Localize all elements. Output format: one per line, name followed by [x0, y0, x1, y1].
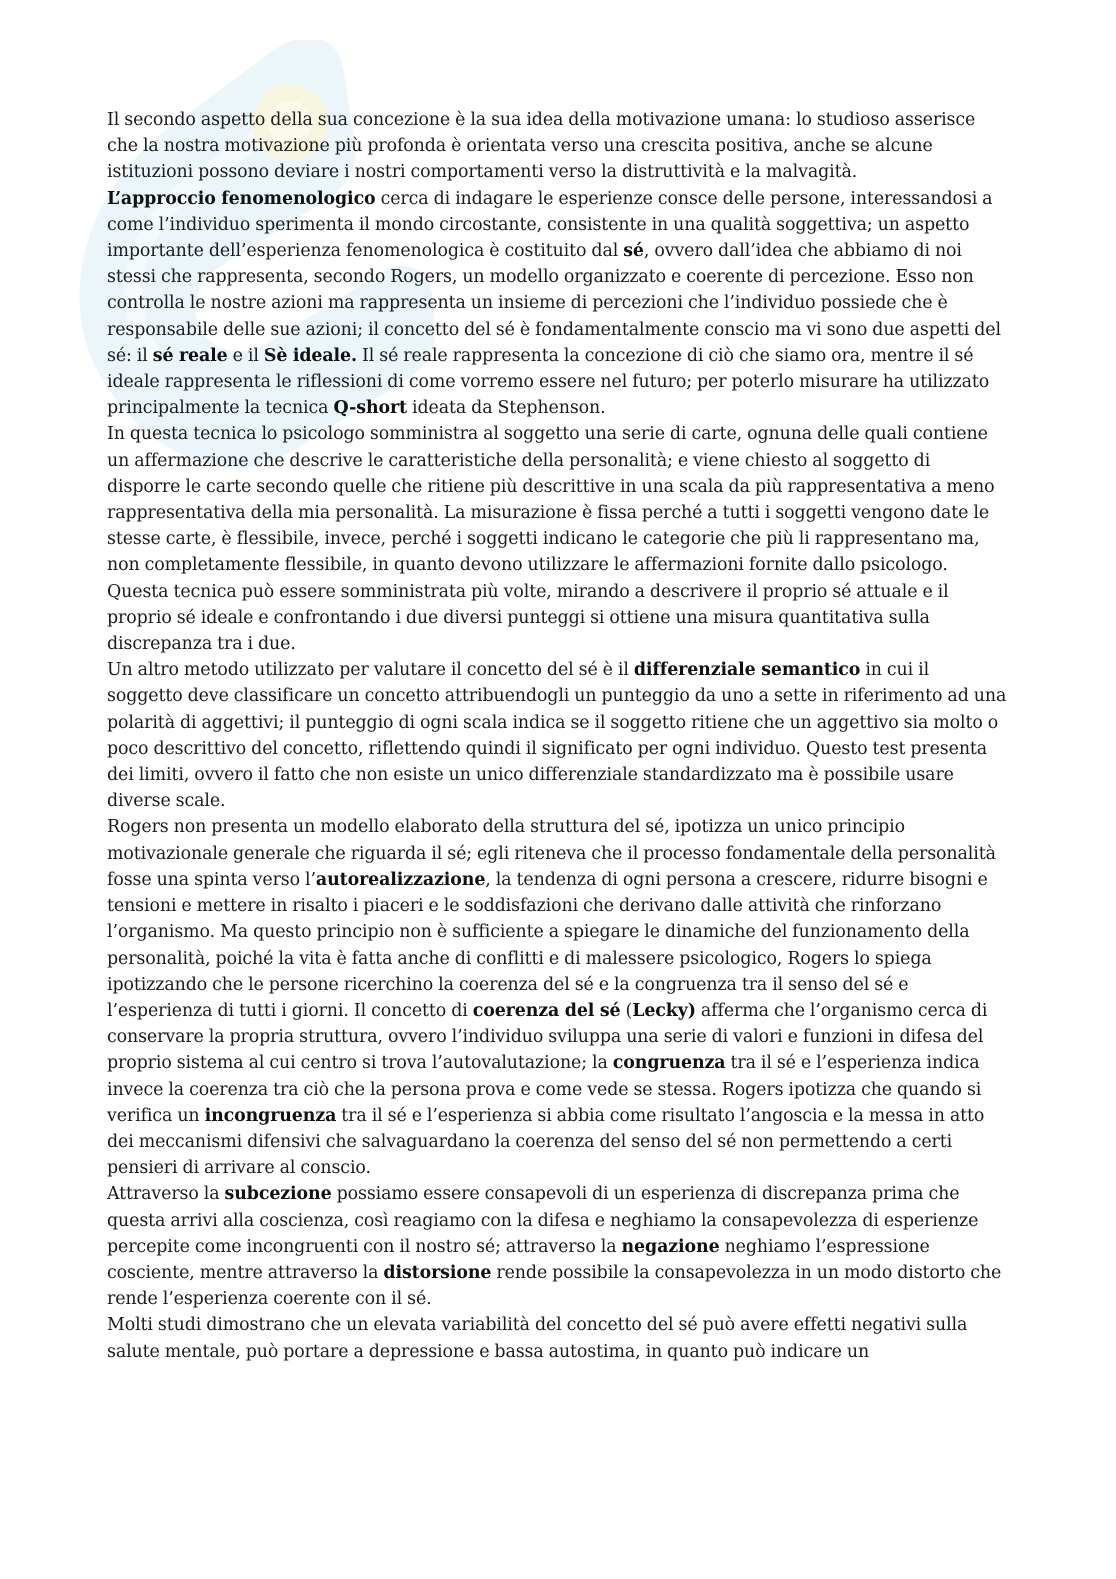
text-run: Rogers non presenta un modello elaborato della struttura del sé, ipotizza un unico principio motivazionale generale che riguarda il sé; egli riteneva che il processo fondamentale della personalità fosse una spinta verso l’ [107, 817, 996, 890]
bold-term: autorealizzazione [315, 869, 486, 890]
bold-term: Sè ideale. [263, 345, 357, 366]
text-run: , ovvero dall’idea che abbiamo di noi stessi che rappresenta, secondo Rogers, un modello organizzato e coerente di percezione. Esso non controlla le nostre azioni ma rappresenta un insieme di percezioni che l’individuo possiede che è responsabile delle sue azioni; il concetto del sé è fondamentalmente conscio ma vi sono due aspetti del sé: il [107, 241, 1001, 366]
text-run: Un altro metodo utilizzato per valutare il concetto del sé è il [107, 660, 634, 681]
text-run: Attraverso la [107, 1184, 225, 1205]
paragraph [107, 1312, 1007, 1364]
paragraph [107, 657, 1007, 814]
bold-term: incongruenza [204, 1105, 337, 1126]
text-run: tra il sé e l’esperienza indica invece la coerenza tra ciò che la persona prova e come vede se stessa. Rogers ipotizza che quando si verifica un [107, 1053, 982, 1126]
text-run: afferma che l’organismo cerca di conservare la propria struttura, ovvero l’individuo sviluppa una serie di valori e funzioni in difesa del proprio sistema al cui centro si trova l’autovalutazione; la [107, 1000, 988, 1074]
text-run: ( [620, 1000, 633, 1021]
text-run: In questa tecnica lo psicologo somministra al soggetto una serie di carte, ognuna delle quali contiene un affermazione che descrive le caratteristiche della personalità; e viene chiesto al soggetto di disporre le carte secondo quelle che ritiene più descrittive in una scala da più rappresentativa a meno rappresentativa della mia personalità. La misurazione è fissa perché a tutti i soggetti vengono date le stesse carte, è flessibile, invece, perché i soggetti indicano le categorie che più li rappresentano ma, non completamente flessibile, in quanto devono utilizzare le affermazioni fornite dallo psicologo. Questa tecnica può essere somministrata più volte, mirando a descrivere il proprio sé attuale e il proprio sé ideale e confrontando i due diversi punteggi si ottiene una misura quantitativa sulla discrepanza tra i due. [107, 424, 995, 655]
text-run: in cui il soggetto deve classificare un concetto attribuendogli un punteggio da uno a sette in riferimento ad una polarità di aggettivi; il punteggio di ogni scala indica se il soggetto ritiene che un aggettivo sia molto o poco descrittivo del concetto, riflettendo quindi il significato per ogni individuo. Questo test presenta dei limiti, ovvero il fatto che non esiste un unico differenziale standardizzato ma è possibile usare diverse scale. [107, 660, 1007, 812]
text-run: Il secondo aspetto della sua concezione è la sua idea della motivazione umana: lo studioso asserisce che la nostra motivazione più profonda è orientata verso una crescita positiva, anche se alcune istituzioni possono deviare i nostri comportamenti verso la distruttività e la malvagità. [107, 110, 976, 183]
paragraph [107, 186, 1007, 422]
bold-term: L’approccio fenomenologico [107, 188, 376, 209]
text-run: cerca di indagare le esperienze consce delle persone, interessandosi a come l’individuo sperimenta il mondo circostante, consistente in una qualità soggettiva; un aspetto importante dell’esperienza fenomenologica è costituito dal [107, 188, 993, 262]
text-run: e il [227, 345, 264, 366]
bold-term: Lecky) [632, 1000, 696, 1021]
text-run: , la tendenza di ogni persona a crescere, ridurre bisogni e tensioni e mettere in risalto i piaceri e le soddisfazioni che derivano dalle attività che rinforzano l’organismo. Ma questo principio non è sufficiente a spiegare le dinamiche del funzionamento della personalità, poiché la vita è fatta anche di conflitti e di malessere psicologico, Rogers lo spiega ipotizzando che le persone ricerchino la coerenza del sé e la congruenza tra il senso del sé e l’esperienza di tutti i giorni. Il concetto di [107, 869, 988, 1021]
paragraph [107, 107, 1007, 186]
document-body [107, 107, 1007, 1365]
bold-term: negazione [621, 1236, 720, 1257]
text-run: Il sé reale rappresenta la concezione di ciò che siamo ora, mentre il sé ideale rappresenta le riflessioni di come vorremo essere nel futuro; per poterlo misurare ha utilizzato principalmente la tecnica [107, 345, 990, 419]
bold-term: subcezione [224, 1184, 332, 1205]
text-run: Molti studi dimostrano che un elevata variabilità del concetto del sé può avere effetti negativi sulla salute mentale, può portare a depressione e bassa autostima, in quanto può indicare un [107, 1315, 968, 1362]
text-run: possiamo essere consapevoli di un esperienza di discrepanza prima che questa arrivi alla coscienza, così reagiamo con la difesa e neghiamo la consapevolezza di esperienze percepite come incongruenti con il nostro sé; attraverso la [107, 1184, 979, 1257]
text-run: tra il sé e l’esperienza si abbia come risultato l’angoscia e la messa in atto dei meccanismi difensivi che salvaguardano la coerenza del senso del sé non permettendo a certi pensieri di arrivare al conscio. [107, 1105, 985, 1179]
text-run: rende possibile la consapevolezza in un modo distorto che rende l’esperienza coerente con il sé. [107, 1262, 1002, 1310]
text-run: neghiamo l’espressione cosciente, mentre attraverso la [107, 1236, 930, 1283]
paragraph [107, 1181, 1007, 1312]
paragraph [107, 421, 1007, 657]
bold-term: sé [623, 241, 644, 262]
bold-term: congruenza [612, 1053, 726, 1074]
bold-term: sé reale [152, 345, 228, 366]
bold-term: distorsione [383, 1262, 492, 1283]
bold-term: differenziale semantico [633, 660, 861, 681]
bold-term: coerenza del sé [472, 1000, 621, 1021]
paragraph [107, 814, 1007, 1181]
text-run: ideata da Stephenson. [407, 398, 606, 419]
bold-term: Q-short [333, 398, 407, 419]
